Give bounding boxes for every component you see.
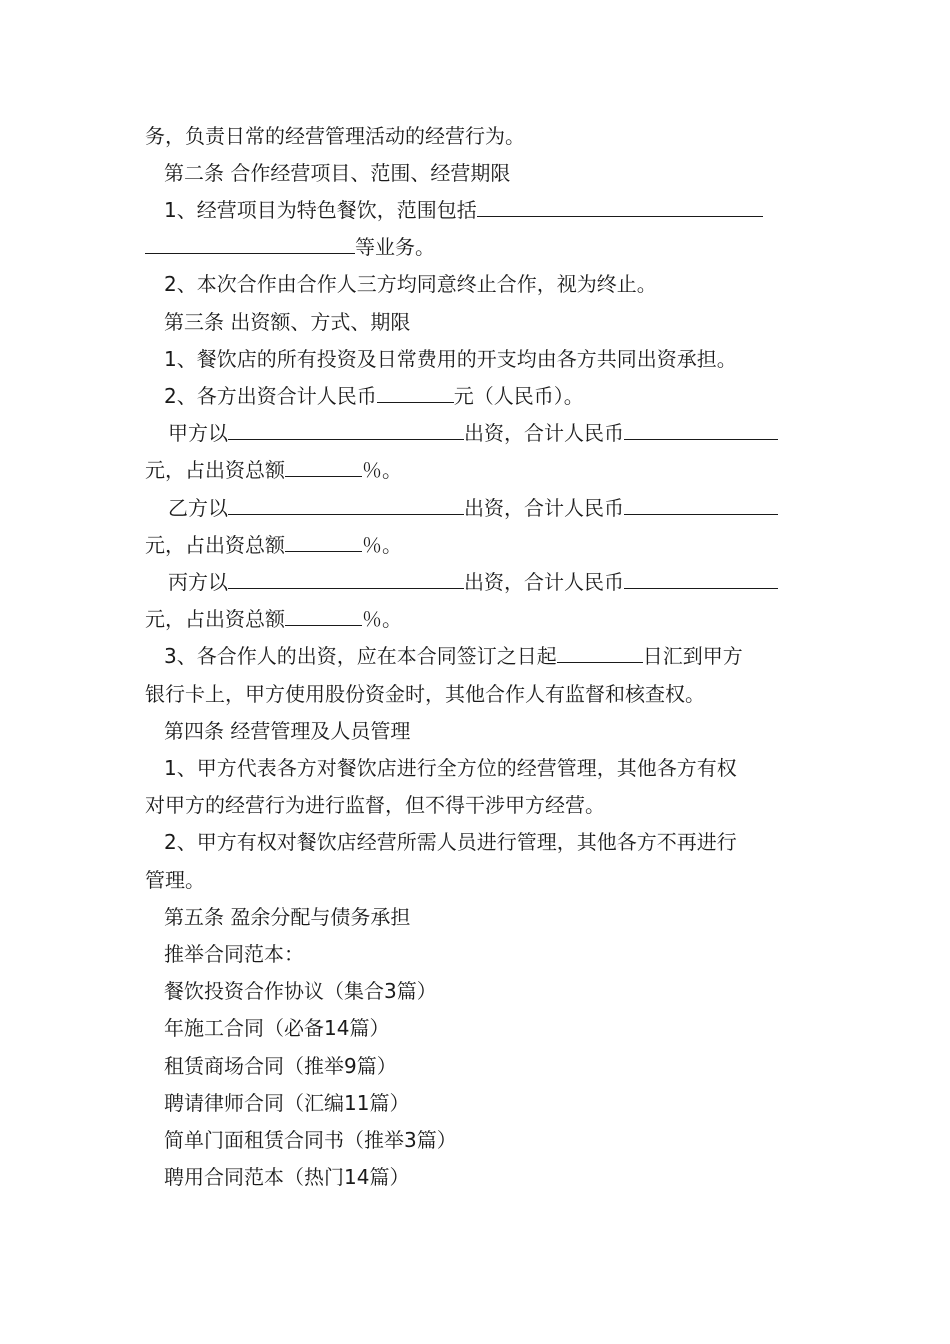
line-text: 1、甲方代表各方对餐饮店进行全方位的经营管理，其他各方有权 [164, 756, 737, 780]
recommend-heading [164, 938, 304, 970]
line-text: 甲方以 [168, 421, 228, 445]
text-line [164, 640, 743, 672]
fill-blank[interactable] [624, 566, 778, 589]
fill-blank[interactable] [477, 194, 763, 217]
text-line [145, 864, 205, 896]
fill-blank[interactable] [557, 640, 643, 663]
line-text: 2、各方出资合计人民币 [164, 384, 377, 408]
line-text: 第五条 盈余分配与债务承担 [164, 905, 411, 929]
article-heading [164, 715, 410, 747]
fill-blank[interactable] [228, 492, 464, 515]
line-text: 银行卡上，甲方使用股份资金时，其他合作人有监督和核查权。 [145, 682, 705, 706]
line-text: 1、经营项目为特色餐饮，范围包括 [164, 198, 477, 222]
fill-blank[interactable] [228, 566, 464, 589]
line-text: 2、本次合作由合作人三方均同意终止合作，视为终止。 [164, 272, 657, 296]
line-text: 出资，合计人民币 [464, 421, 624, 445]
text-line [145, 120, 525, 152]
text-line [145, 529, 402, 561]
article-heading [164, 901, 410, 933]
line-text: 元，占出资总额 [145, 458, 285, 482]
article-heading [164, 306, 410, 338]
fill-blank[interactable] [145, 231, 355, 254]
link-text[interactable]: 餐饮投资合作协议（集合3篇） [164, 979, 437, 1003]
line-text: 日汇到甲方 [642, 644, 743, 668]
fill-blank[interactable] [285, 454, 362, 477]
line-text: 出资，合计人民币 [464, 570, 624, 594]
line-text: 管理。 [145, 868, 205, 892]
link-text[interactable]: 聘请律师合同（汇编11篇） [164, 1091, 410, 1115]
link-text[interactable]: 年施工合同（必备14篇） [164, 1016, 390, 1040]
line-text: 丙方以 [168, 570, 228, 594]
text-line [168, 492, 778, 524]
line-text: 第四条 经营管理及人员管理 [164, 719, 411, 743]
line-text: ％。 [362, 458, 402, 482]
line-text: ％。 [362, 607, 402, 631]
text-line [145, 603, 402, 635]
line-text: 乙方以 [168, 496, 228, 520]
text-line [145, 454, 402, 486]
line-text: 对甲方的经营行为进行监督，但不得干涉甲方经营。 [145, 793, 605, 817]
link-text[interactable]: 简单门面租赁合同书（推举3篇） [164, 1128, 457, 1152]
line-text: 元（人民币）。 [453, 384, 584, 408]
text-line [168, 566, 778, 598]
recommend-link[interactable] [164, 1124, 457, 1156]
fill-blank[interactable] [228, 417, 464, 440]
recommend-link[interactable] [164, 1050, 397, 1082]
fill-blank[interactable] [285, 603, 362, 626]
recommend-link[interactable] [164, 1161, 409, 1193]
text-line [145, 678, 705, 710]
recommend-link[interactable] [164, 975, 437, 1007]
line-text: ％。 [362, 533, 402, 557]
fill-blank[interactable] [285, 529, 362, 552]
text-line [164, 826, 737, 858]
line-text: 3、各合作人的出资，应在本合同签订之日起 [164, 644, 557, 668]
link-text[interactable]: 租赁商场合同（推举9篇） [164, 1054, 397, 1078]
link-text[interactable]: 聘用合同范本（热门14篇） [164, 1165, 410, 1189]
line-text: 第二条 合作经营项目、范围、经营期限 [164, 161, 511, 185]
fill-blank[interactable] [624, 417, 778, 440]
text-line [164, 343, 737, 375]
text-line [168, 417, 778, 449]
text-line [145, 231, 435, 263]
article-heading [164, 157, 510, 189]
fill-blank[interactable] [624, 492, 778, 515]
line-text: 元，占出资总额 [145, 607, 285, 631]
line-text: 第三条 出资额、方式、期限 [164, 310, 411, 334]
text-line [164, 380, 584, 412]
line-text: 元，占出资总额 [145, 533, 285, 557]
line-text: 2、甲方有权对餐饮店经营所需人员进行管理，其他各方不再进行 [164, 830, 737, 854]
text-line [145, 789, 605, 821]
line-text: 等业务。 [355, 235, 435, 259]
recommend-link[interactable] [164, 1087, 409, 1119]
line-text: 1、餐饮店的所有投资及日常费用的开支均由各方共同出资承担。 [164, 347, 737, 371]
text-line [164, 268, 657, 300]
line-text: 务，负责日常的经营管理活动的经营行为。 [145, 124, 525, 148]
text-line [164, 752, 737, 784]
fill-blank[interactable] [377, 380, 454, 403]
text-line [164, 194, 763, 226]
line-text: 出资，合计人民币 [464, 496, 624, 520]
recommend-link[interactable] [164, 1012, 389, 1044]
line-text: 推举合同范本： [164, 942, 304, 966]
